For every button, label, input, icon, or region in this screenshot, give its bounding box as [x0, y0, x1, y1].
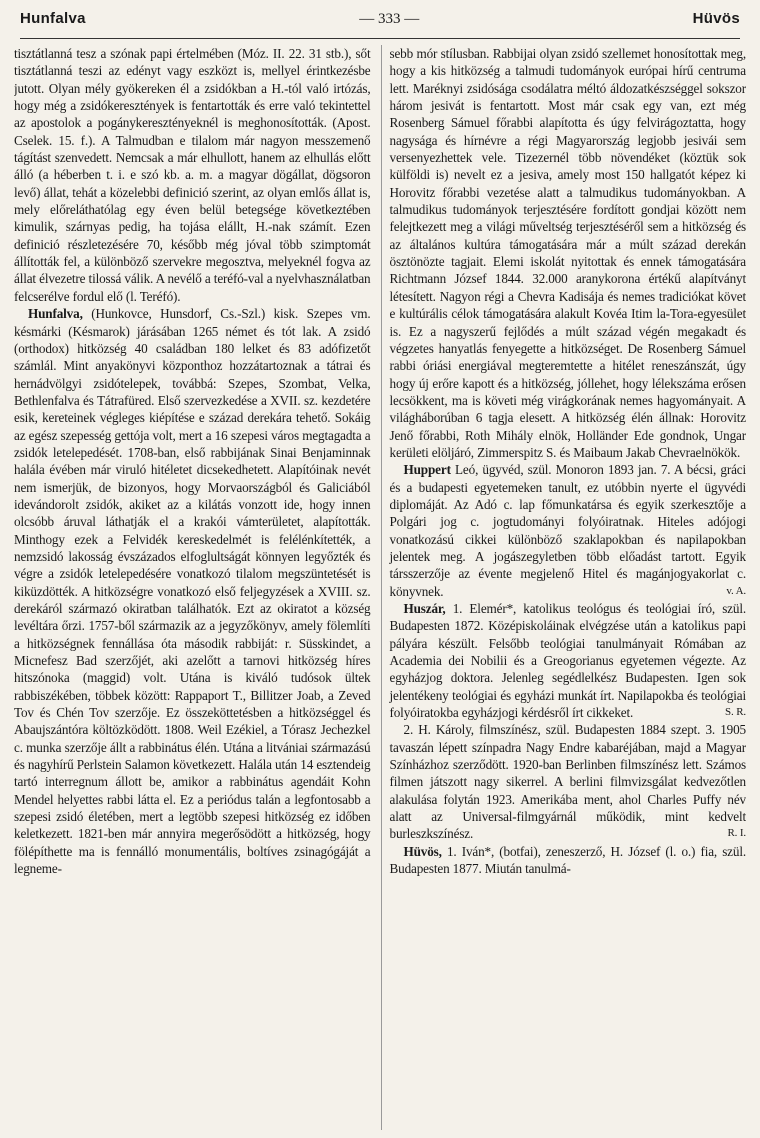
entry-body: 1. Elemér*, katolikus teológus és teológiai író, szül. Budapesten 1872. Középiskoláinak elvégzése után a katolikus papi pályára készült. Felsőbb teológiai tanulmányait Rómában az Academia dei Nobilii és a Greogorianus egyetemen végezte. Az egyházjog doktora. Jelenleg segédlelkész Budapesten. Igen sok jelentékeny teológiai és egyházi munkát írt. Napilapokba és teológiai folyóiratokba egyházjogi kérdésről írt cikkeket.: [389, 601, 746, 721]
entry-headword: Hunfalva,: [28, 306, 83, 322]
entry-continuation: sebb mór stílusban. Rabbijai olyan zsidó szellemet honosítottak meg, hogy a kis hitközség a talmudi tudományok európai hírű centruma lett. Maréknyi zsidósága csodálatra méltó áldozatkészséggel sokszor három jesivát is fentartott. Most már csak egy van, ezt még Rosenberg Sámuel főrabbi alapította és úgy felvirágoztatta, hogy nagysága és hírnévre a régi Magyarország legjobb jesivái sem versenyezhettek vele. Tizezernél több növendéket (köztük sok külföldi is) nevelt ez a jesiva, amely most 150 hallgatót képez ki Horovitz főrabbi vezetése alatt a talmudikus tudományokban. A talmudikus tudományok terjesztésére fordított gondjai között nem felejtkezett meg a világi műveltség terjesztéséről sem a hitközség és az általános kultúra támogatására már a múlt század derekán ösztönözte tagjait. Elemi iskolát nyitottak és ennek támogatására Richtmann József 1844. 32.000 aranykorona értékű alapítványt létesített. Nagyon régi a Chevra Kadisája és nemes tradiciókat követ e kultúrális célok támogatására alakult Kovéa Itim la-Tora-egyesület is. Ez a nagyszerű fejlődés a múlt század végén megakadt és végzetes hanyatlás fenyegette a hitközséget. De Rosenberg Sámuel rabbi óriási energiával megteremtette a hitélet reneszánszát, úgy hogy új erőre kapott és a hitközség, jóllehet, hogy lélekszáma erősen lecsökkent, ma is követi még virágkorának nemes hagyományait. A világháborúban 6 tagja elesett. A hitközség élén állnak: Horovitz Jenő főrabbi, Roth Mihály elnök, Holländer Ede gondnok, Ungar kerületi elöljáró, Zimmerspitz S. és Maibaum Jakab Chevraelnökök.: [389, 46, 746, 460]
entry-body: Leó, ügyvéd, szül. Monoron 1893 jan. 7. A bécsi, gráci és a budapesti egyetemeken tanult, ez utóbbin nyerte el ügyvédi diplomáját. Az Adó c. lap főmunkatársa és egyik szerkesztője a Polgári jog c. jogtudományi folyóiratnak. Hiteles adójogi vonatkozású cikkei különböző szaklapokban és napilapokban jelentek meg. A jogászegyletben több előadást tartott. Egyik társszerzője az évente megjelenő Hitel és magánjogyakorlat c. könyvnek.: [389, 462, 746, 599]
entry-huvos: [390, 843, 747, 878]
entry-huszar: [390, 600, 747, 721]
running-head-right: Hüvös: [692, 10, 740, 27]
author-signature: v. A.: [726, 584, 746, 597]
right-column: [381, 45, 747, 1130]
entry-body: (Hunkovce, Hunsdorf, Cs.-Szl.) kisk. Szepes vm. késmárki (Késmarok) járásában 1265 német és tót lak. A zsidó (orthodox) hitközség 40 családban 180 lelket és 83 adófizetőt számlál. Mint anyakönyvi központhoz hozzátartoznak a tátrai és hernádvölgyi zsidótelepek, továbbá: Szepes, Szombat, Velka, Bethlenfalva és Tátrafüred. Első szervezkedése a XVII. sz. kezdetére esik, kereteinek végleges kiépítése e század derekára tehető. Sokáig az egész szepesség gettója volt, mert a 16 szepesi város megtagadta a zsidók letelepedését. 1708-ban, első rabbijának Sinai Benjaminnak halála évében már viruló hitéletet dicsekedhetett. Alapítóinak nevét nem ismerjük, de bizonyos, hogy Morvaországból és Galiciából idevándorolt zsidók, akiket az a kilátás vonzott ide, hogy innen olcsóbb áruval láthatják el a krakói vámterületet, alapították. Minthogy ezek a Felvidék kereskedelmét is felélénkítették, a nemzsidó lakosság évszázados elfoglultságát könnyen legyőzték és végre a zsidók letelepedésére vonatkozó tilalom megszüntetését is kiküzdötték. A hitközségre vonatkozó első feljegyzések a XVIII. sz. derekáról származó okiratban találhatók. Ezt az okiratot a község levéltára őrzi. 1757-ből származik az a jegyzőkönyv, amely fölemlíti a hitközségnek fennállása óta második rabbiját: r. Süsskindet, a Micnefesz Bad szerzőjét, aki azelőtt a tarnovi hitközség híres hitszónoka (maggid) volt. Utána is kiváló tudósok ültek rabbiszékében, többek között: Rappaport T., Billitzer Joab, a Zeved Tov és Chén Tov szerzője. Ez összeköttetésben a hitközséggel és Abaujszántóra költözködött. 1808. Weil Ezékiel, a Tórasz Jechezkel c. munka szerzője állt a rabbinátus élén. Utána a litvániai származású és nagyhírű Perlstein Salamon következett. Halála után 14 esztendeig tartó interregnum állott be, amikor a rabbinátus agendáit Kohn Mendel helyettes rabbi látta el. Ez a periódus talán a legfontosabb a szepesi zsidó életében, mert a legtöbb szepesi hitközség ez időben keletkezett. 1821-ben már annyira megerősödött a hitközség, hogy fölépíthette ma is fennálló monumentális, boltíves zsinagógáját a legneme-: [14, 306, 371, 877]
entry-huppert: [390, 461, 747, 600]
entry-hunfalva: [14, 305, 371, 877]
author-signature: R. I.: [727, 827, 746, 840]
page-number: — 333 —: [359, 11, 420, 27]
entry-continuation: tisztátlanná tesz a szónak papi értelmében (Móz. II. 22. 31 stb.), sőt tisztátlanná teszi az edényt vagy eszközt is, mellyel érintkezésbe jutott. Olyan mély gyökereken él a zsidókban a H.-tól való irtózás, hogy még a zsidókeresztények is fentartották és erre való tekintettel az apostolok a pogánykeresztényeknél is meghonosították. (Apost. Cselek. 15. f.). A Talmudban e tilalom már nagyon messzemenő tágítást szenvedett. Nemcsak a már elhullott, hanem az elhullás előtt álló (a héberben t. i. e szó kb. a. m. a magyar dögállat, dögsoron levő) állat, tehát a közelebbi definició szerint, az olyan emlős állat is, mely előreláthatólag egy éven belül betegsége következtében kimulik, szárnyas pedig, ha tojása elállt, H.-nak számít. Ezen definició részletezésére 70, később még jóval több szimptomát állították fel, a különböző szervekre megosztva, melyeknél fogva az állat élvezetre tilossá válik. A nevélő a teréfó-val a nyelvhasználatban felcserélve fordul elő (l. Teréfó).: [14, 46, 371, 304]
author-signature: S. R.: [725, 706, 746, 719]
entry-headword: Huszár,: [403, 601, 446, 616]
entry-huszar-karoly: [390, 721, 747, 842]
running-head-left: Hunfalva: [20, 10, 86, 27]
text-columns: [14, 45, 746, 1130]
entry-headword: Huppert: [403, 462, 451, 478]
entry-headword: Hüvös,: [403, 843, 442, 859]
left-column: [14, 45, 371, 1130]
page-header: [20, 10, 740, 39]
entry-body: 2. H. Károly, filmszínész, szül. Budapesten 1884 szept. 3. 1905 tavaszán lépett színpadra Nagy Endre kabaréjában, majd a Magyar Színházhoz szerződött. 1920-ban Berlinben filmszínész lett. Számos filmen játszott nagy sikerrel. A berlini filmvizsgálat kedvezőtlen alakulása folytán 1923. Amerikába ment, ahol Charles Puffy név alatt az Universal-filmgyárnál működik, mint kedvelt burleszkszínész.: [389, 722, 746, 842]
entry-body: 1. Iván*, (botfai), zeneszerző, H. József (l. o.) fia, szül. Budapesten 1877. Miután tanulmá-: [389, 843, 746, 877]
